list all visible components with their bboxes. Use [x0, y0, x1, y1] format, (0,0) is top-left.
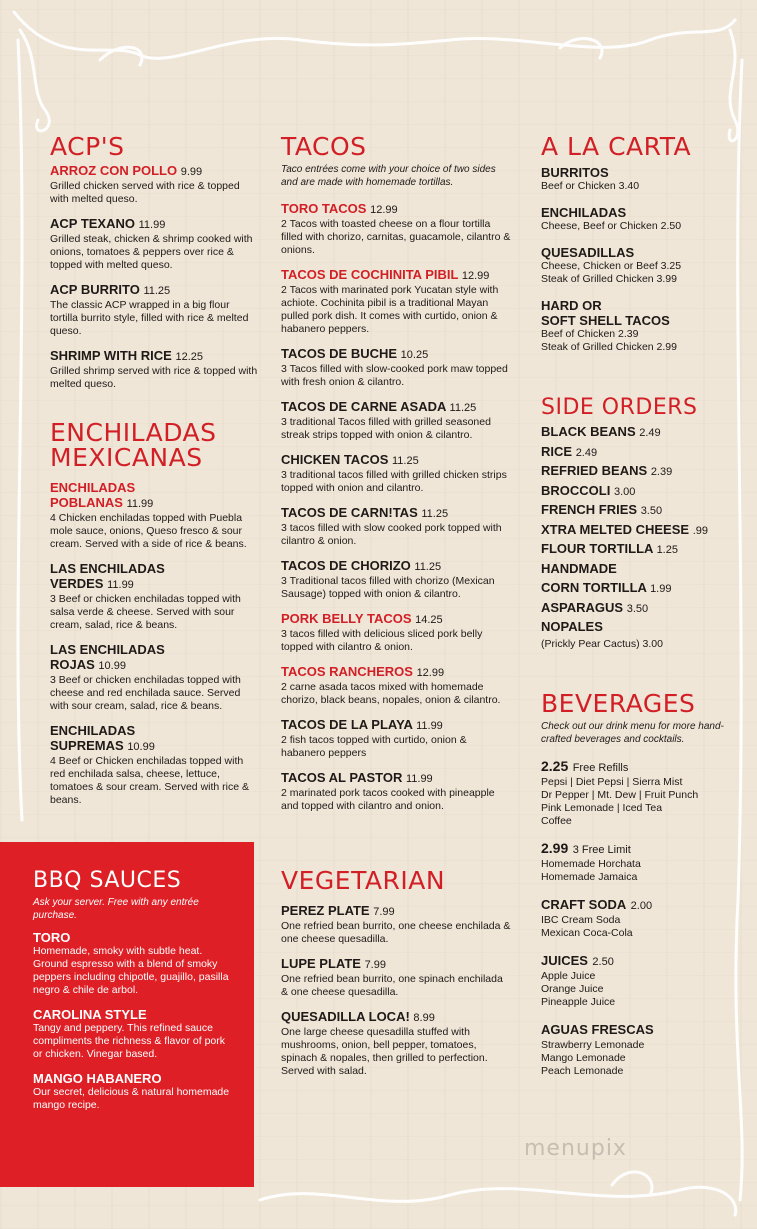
item-desc: Grilled steak, chicken & shrimp cooked with onions, tomatoes & peppers over rice & topped with melted queso. — [50, 233, 253, 271]
sides-section — [541, 397, 731, 651]
item-name: BURRITOS — [541, 165, 609, 180]
item-desc: 2 carne asada tacos mixed with homemade chorizo, black beans, nopales, onion & cilantro. — [281, 681, 501, 706]
acps-section — [50, 134, 260, 401]
item-desc: Beef of Chicken 2.39 — [541, 328, 639, 340]
item-desc: 3 tacos filled with delicious sliced pork belly topped with cilantro & onion. — [281, 628, 483, 653]
item-price: 11.99 — [138, 219, 166, 231]
item-desc: 4 Chicken enchiladas topped with Puebla mole sauce, onions, Queso fresco & sour cream. Served with a side of rice & beans. — [50, 512, 247, 550]
watermark: menupix — [524, 1136, 627, 1161]
vegetarian-section — [281, 868, 511, 1088]
item-price: 10.99 — [98, 660, 126, 672]
beverages-note: Check out our drink menu for more hand-crafted beverages and cocktails. — [541, 721, 724, 745]
item-price: 11.99 — [405, 773, 433, 785]
item-name: 2.25 — [541, 758, 569, 774]
item-name: ENCHILADAS — [50, 480, 136, 495]
item-price: 12.99 — [461, 270, 490, 282]
menu-item — [281, 664, 511, 707]
side-item — [541, 443, 731, 463]
item-name: QUESADILLA LOCA! — [281, 1009, 410, 1024]
item-price: 3 Free Limit — [572, 844, 631, 856]
beverage-group — [541, 1021, 731, 1078]
item-price: 3.50 — [626, 602, 649, 615]
item-price: 11.25 — [421, 508, 449, 520]
bbq-note: Ask your server. Free with any entrée purchase. — [33, 897, 199, 921]
item-name: LAS ENCHILADAS — [50, 642, 165, 657]
item-desc: Tangy and peppery. This refined sauce compliments the richness & flavor of pork or chicken. Vinegar based. — [33, 1022, 225, 1060]
item-price: 9.99 — [180, 166, 203, 178]
bbq-sauces-box — [0, 842, 254, 1187]
item-name: CRAFT SODA — [541, 897, 627, 912]
side-item — [541, 618, 731, 638]
item-name: SHRIMP WITH RICE — [50, 348, 172, 363]
item-name: ARROZ CON POLLO — [50, 163, 178, 178]
item-desc: Mexican Coca-Cola — [541, 927, 633, 939]
item-name: LAS ENCHILADAS — [50, 561, 165, 576]
menu-item — [541, 165, 721, 193]
menu-item — [281, 770, 511, 813]
menu-item — [281, 1009, 511, 1078]
beverage-group — [541, 896, 731, 940]
menu-item — [281, 505, 511, 548]
item-price: 2.50 — [592, 956, 614, 968]
item-name: ENCHILADAS — [50, 723, 136, 738]
item-desc: Orange Juice — [541, 983, 604, 995]
side-item — [541, 560, 731, 580]
item-name: HARD OR — [541, 298, 602, 313]
item-name: ROJAS — [50, 657, 95, 672]
item-desc: 3 traditional tacos filled with grilled chicken strips topped with onion and cilantro. — [281, 469, 507, 494]
menu-item — [281, 903, 511, 946]
item-name: BLACK BEANS — [541, 424, 636, 439]
item-name: TACOS DE CHORIZO — [281, 558, 411, 573]
menu-item — [541, 298, 721, 354]
item-name: TACOS DE BUCHE — [281, 346, 398, 361]
item-desc: 3 tacos filled with slow cooked pork topped with cilantro & onion. — [281, 522, 502, 547]
item-price: 1.25 — [656, 544, 678, 556]
heading-line: ENCHILADAS — [50, 418, 217, 447]
item-name: ASPARAGUS — [541, 599, 624, 615]
item-name: ACP BURRITO — [50, 282, 140, 297]
item-price: 12.99 — [370, 204, 398, 216]
menu-item — [50, 282, 260, 338]
item-price: 1.99 — [650, 583, 672, 595]
item-price: 11.99 — [126, 498, 154, 510]
item-name: JUICES — [541, 953, 588, 968]
item-name: ENCHILADAS — [541, 205, 627, 220]
carta-heading: A LA CARTA — [541, 132, 692, 161]
item-name: SOFT SHELL TACOS — [541, 313, 670, 328]
menu-item — [50, 348, 260, 391]
item-price: 7.99 — [373, 906, 395, 918]
item-name: TACOS DE CARN!TAS — [281, 505, 418, 520]
side-item — [541, 482, 731, 502]
beverage-group — [541, 840, 731, 884]
menu-item — [541, 205, 721, 233]
item-desc: 3 Traditional tacos filled with chorizo (Mexican Sausage) topped with onion & cilantro. — [281, 575, 495, 600]
item-name: NOPALES — [541, 619, 603, 634]
bbq-heading: BBQ SAUCES — [33, 868, 182, 893]
sides-heading: SIDE ORDERS — [541, 395, 698, 420]
item-name: TACOS DE LA PLAYA — [281, 717, 413, 732]
tacos-heading: TACOS — [281, 132, 367, 161]
side-item — [541, 521, 731, 541]
sauce-item — [33, 930, 233, 997]
item-price: 3.50 — [640, 505, 663, 517]
item-price: 2.00 — [630, 900, 653, 912]
item-desc: Mango Lemonade — [541, 1052, 626, 1064]
item-name: PORK BELLY TACOS — [281, 611, 412, 626]
item-price: .99 — [692, 524, 708, 537]
item-name: TACOS DE CARNE ASADA — [281, 399, 446, 414]
side-item — [541, 501, 731, 521]
item-name: CAROLINA STYLE — [33, 1007, 147, 1022]
item-name: MANGO HABANERO — [33, 1071, 162, 1086]
item-name: 2.99 — [541, 840, 569, 856]
item-name: SUPREMAS — [50, 738, 124, 753]
menu-item — [50, 561, 260, 632]
item-desc: One large cheese quesadilla stuffed with mushrooms, onion, bell pepper, tomatoes, spinach & nopales, then grilled to perfection. Served with salad. — [281, 1026, 488, 1077]
side-item — [541, 462, 731, 482]
item-desc: Cheese, Chicken or Beef 3.25 — [541, 260, 682, 272]
item-price: 11.25 — [449, 402, 477, 414]
menu-item — [50, 163, 260, 206]
item-desc: 2 Tacos with toasted cheese on a flour tortilla filled with chorizo, carnitas, guacamole, cilantro & onions. — [281, 218, 511, 256]
item-price: 14.25 — [415, 614, 443, 626]
item-name: REFRIED BEANS — [541, 463, 648, 478]
menu-item — [281, 201, 511, 257]
item-desc: Homemade Horchata — [541, 858, 641, 870]
item-price: 2.49 — [639, 427, 661, 439]
sauce-item — [33, 1071, 233, 1112]
item-desc: Peach Lemonade — [541, 1065, 624, 1077]
sauce-item — [33, 1007, 233, 1061]
beverage-group — [541, 952, 731, 1009]
menu-item — [50, 216, 260, 272]
item-price: Free Refills — [572, 762, 629, 774]
item-price: 11.99 — [107, 579, 134, 591]
item-price: 3.00 — [613, 485, 636, 498]
item-name: FRENCH FRIES — [541, 502, 638, 517]
item-desc: 4 Beef or Chicken enchiladas topped with red enchilada salsa, cheese, lettuce, tomatoes & sour cream. Served with rice & beans. — [50, 755, 249, 806]
item-name: AGUAS FRESCAS — [541, 1022, 654, 1037]
item-price: 2.49 — [575, 446, 598, 459]
item-price: 8.99 — [413, 1012, 435, 1024]
item-desc: 2 Tacos with marinated pork Yucatan style with achiote. Cochinita pibil is a traditional Mayan pulled pork dish. It comes with curtido, onion & habanero peppers. — [281, 284, 499, 335]
item-desc: One refried bean burrito, one cheese enchilada & one cheese quesadilla. — [281, 920, 511, 945]
acps-heading: ACP'S — [50, 132, 125, 161]
item-desc: 3 Beef or chicken enchiladas topped with salsa verde & cheese. Served with sour cream, salad, rice & beans. — [50, 593, 241, 631]
item-desc: 2 marinated pork tacos cooked with pineapple and topped with cilantro and onion. — [281, 787, 495, 812]
item-name: POBLANAS — [50, 495, 123, 510]
item-name: TACOS RANCHEROS — [281, 664, 413, 679]
beverage-group — [541, 758, 731, 828]
side-item — [541, 423, 731, 443]
item-desc: 3 traditional Tacos filled with grilled seasoned streak strips topped with onion & cilantro. — [281, 416, 491, 441]
item-name: HANDMADE — [541, 560, 617, 576]
menu-item — [281, 399, 511, 442]
vegetarian-heading: VEGETARIAN — [281, 866, 446, 895]
tacos-note: Taco entrées come with your choice of two sides and are made with homemade tortillas. — [281, 164, 496, 188]
menu-item — [281, 267, 511, 336]
item-desc: Strawberry Lemonade — [541, 1039, 645, 1051]
item-name: QUESADILLAS — [541, 245, 635, 260]
item-name: LUPE PLATE — [281, 956, 361, 971]
item-desc: The classic ACP wrapped in a big flour tortilla burrito style, filled with rice & melted queso. — [50, 299, 249, 337]
item-desc: Dr Pepper | Mt. Dew | Fruit Punch — [541, 789, 699, 801]
beverages-heading: BEVERAGES — [541, 689, 696, 718]
item-price: 2.39 — [650, 466, 673, 478]
item-name: FLOUR TORTILLA — [541, 541, 653, 556]
menu-item — [281, 558, 511, 601]
item-price: 12.25 — [175, 351, 203, 363]
enchiladas-section — [50, 420, 260, 817]
menu-item — [281, 346, 511, 389]
item-name: TACOS AL PASTOR — [281, 770, 403, 785]
item-desc: Cheese, Beef or Chicken 2.50 — [541, 220, 682, 232]
item-name: CHICKEN TACOS — [281, 452, 389, 467]
menu-item — [541, 245, 721, 286]
item-price: 10.25 — [400, 349, 429, 361]
menu-item — [50, 480, 260, 551]
item-desc: 3 Tacos filled with slow-cooked pork maw topped with fresh onion & cilantro. — [281, 363, 508, 388]
item-desc: (Prickly Pear Cactus) 3.00 — [541, 637, 663, 650]
item-price: 12.99 — [416, 667, 445, 679]
item-name: ACP TEXANO — [50, 216, 135, 231]
beverages-section — [541, 691, 731, 1086]
side-item — [541, 540, 731, 560]
side-item — [541, 579, 731, 599]
item-name: BROCCOLI — [541, 482, 611, 498]
item-price: 11.99 — [416, 720, 443, 732]
item-name: TACOS DE COCHINITA PIBIL — [281, 267, 459, 282]
item-desc: Grilled chicken served with rice & topped with melted queso. — [50, 180, 240, 205]
item-price: 11.25 — [392, 455, 419, 467]
menu-item — [50, 642, 260, 713]
carta-section — [541, 134, 721, 362]
item-name: TORO TACOS — [281, 201, 367, 216]
item-price: 7.99 — [364, 959, 386, 971]
item-desc: Coffee — [541, 815, 572, 827]
item-desc: 3 Beef or chicken enchiladas topped with cheese and red enchilada sauce. Served with sour cream, salad, rice & beans. — [50, 674, 241, 712]
item-desc: 2 fish tacos topped with curtido, onion & habanero peppers — [281, 734, 467, 759]
menu-item — [50, 723, 260, 807]
item-name: TORO — [33, 930, 71, 945]
menu-item — [281, 611, 511, 654]
item-name: PEREZ PLATE — [281, 903, 370, 918]
item-desc: Our secret, delicious & natural homemade mango recipe. — [33, 1086, 230, 1111]
item-desc: Pink Lemonade | Iced Tea — [541, 802, 663, 814]
item-desc: Apple Juice — [541, 970, 596, 982]
side-item — [541, 599, 731, 619]
item-price: 10.99 — [127, 741, 155, 753]
item-desc: Pepsi | Diet Pepsi | Sierra Mist — [541, 776, 683, 788]
item-name: XTRA MELTED CHEESE — [541, 521, 690, 537]
menu-item — [281, 717, 511, 760]
item-desc: Steak of Grilled Chicken 3.99 — [541, 273, 677, 285]
menu-item — [281, 452, 511, 495]
enchiladas-heading — [50, 420, 260, 470]
item-name: RICE — [541, 443, 573, 459]
item-desc: IBC Cream Soda — [541, 914, 621, 926]
heading-line: MEXICANAS — [50, 443, 203, 472]
item-desc: One refried bean burrito, one spinach enchilada & one cheese quesadilla. — [281, 973, 503, 998]
item-price: 11.25 — [414, 561, 442, 573]
item-desc: Homemade Jamaica — [541, 871, 638, 883]
item-desc: Pineapple Juice — [541, 996, 616, 1008]
item-desc: Steak of Grilled Chicken 2.99 — [541, 341, 677, 353]
item-price: 11.25 — [143, 285, 171, 297]
item-name: VERDES — [50, 576, 104, 591]
item-desc: Homemade, smoky with subtle heat. Ground espresso with a blend of smoky peppers including chipotle, guajillo, pasilla negro & chile de arbol. — [33, 945, 229, 996]
menu-item — [281, 956, 511, 999]
item-desc: Beef or Chicken 3.40 — [541, 180, 640, 192]
tacos-section — [281, 134, 511, 823]
item-desc: Grilled shrimp served with rice & topped with melted queso. — [50, 365, 258, 390]
item-name: CORN TORTILLA — [541, 580, 647, 595]
